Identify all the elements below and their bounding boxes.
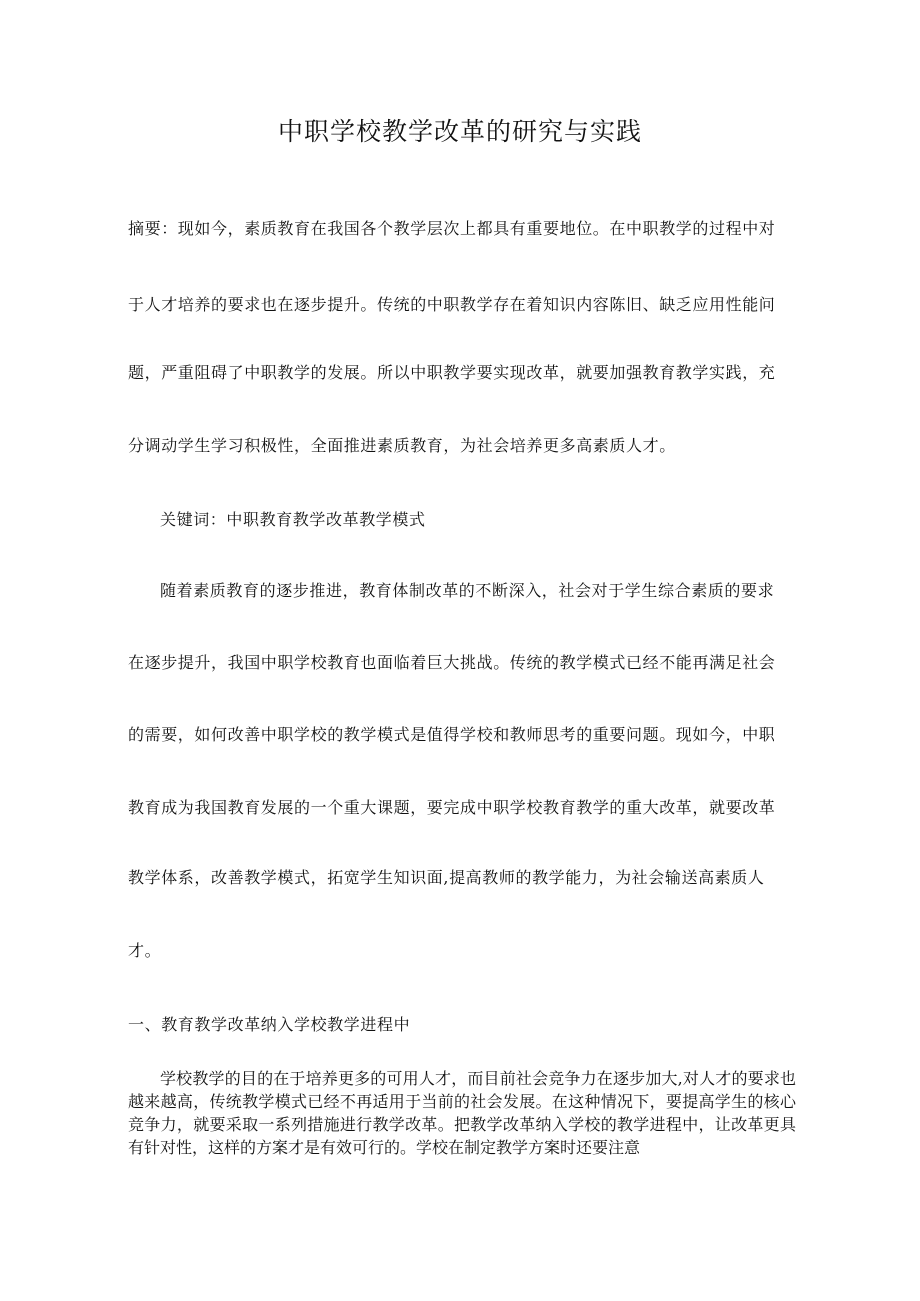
abstract-line: 题，严重阻碍了中职教学的发展。所以中职教学要实现改革，就要加强教育教学实践，充 (128, 363, 776, 382)
section-paragraph: 学校教学的目的在于培养更多的可用人才，而目前社会竞争力在逐步加大,对人才的要求也越来越高，传统教学模式已经不再适用于当前的社会发展。在这种情况下，要提高学生的核心竞争力，就要采取一系列措施进行教学改革。把教学改革纳入学校的教学进程中，让改革更具有针对性，这样的方案才是有效可行的。学校在制定教学方案时还要注意 (128, 1069, 796, 1157)
intro-line: 才。 (128, 941, 162, 960)
abstract-line: 于人才培养的要求也在逐步提升。传统的中职教学存在着知识内容陈旧、缺乏应用性能问 (128, 295, 776, 314)
abstract-line: 摘要：现如今，素质教育在我国各个教学层次上都具有重要地位。在中职教学的过程中对 (128, 219, 776, 238)
abstract-line: 分调动学生学习积极性，全面推进素质教育，为社会培养更多高素质人才。 (128, 436, 676, 455)
document-title: 中职学校教学改革的研究与实践 (277, 117, 642, 146)
intro-line: 的需要，如何改善中职学校的教学模式是值得学校和教师思考的重要问题。现如今，中职 (128, 725, 776, 744)
intro-line: 教学体系，改善教学模式，拓宽学生知识面,提高教师的教学能力，为社会输送高素质人 (128, 868, 765, 887)
keywords: 关键词：中职教育教学改革教学模式 (160, 510, 426, 529)
intro-line: 教育成为我国教育发展的一个重大课题，要完成中职学校教育教学的重大改革，就要改革 (128, 798, 776, 817)
intro-line: 在逐步提升，我国中职学校教育也面临着巨大挑战。传统的教学模式已经不能再满足社会 (128, 653, 776, 672)
intro-line: 随着素质教育的逐步推进，教育体制改革的不断深入，社会对于学生综合素质的要求 (160, 581, 775, 600)
section-heading: 一、教育教学改革纳入学校教学进程中 (128, 1015, 411, 1034)
